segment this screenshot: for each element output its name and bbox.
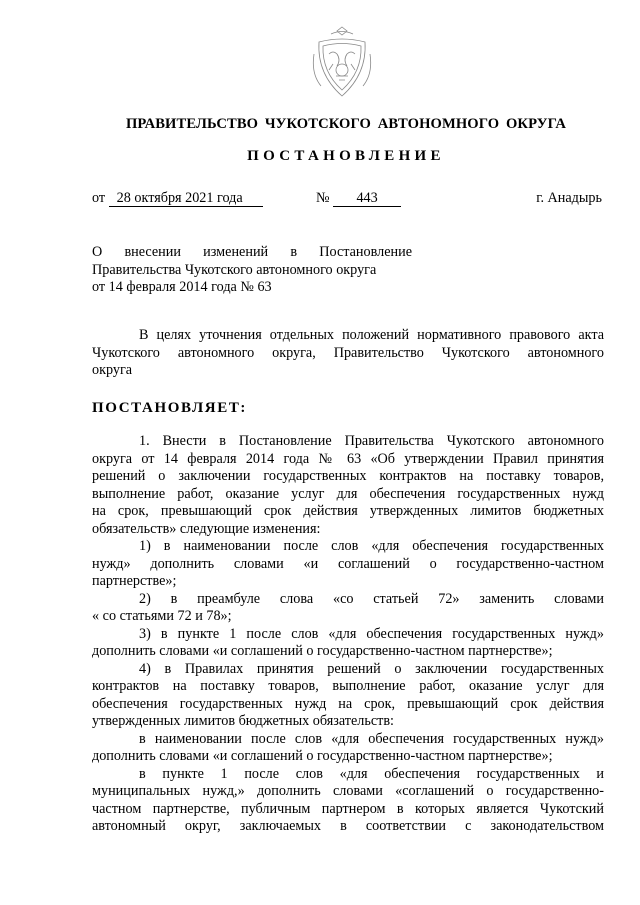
- text-line: 3) в пункте 1 после слов «для обеспечения государственных нужд»: [139, 625, 604, 642]
- preamble-paragraph: [92, 327, 604, 380]
- text-line: 2) в преамбуле слова «со статьей 72» заменить словами: [139, 590, 604, 607]
- text-line: дополнить словами «и соглашений о государственно-частном партнерстве»;: [92, 643, 553, 659]
- text-line: партнерстве»;: [92, 573, 177, 589]
- text-line: в наименовании после слов «для обеспечения государственных нужд»: [139, 730, 604, 747]
- text-line: Чукотского автономного округа, Правительство Чукотского автономного: [92, 344, 604, 361]
- text-line: частном партнерстве, публичным партнером в которых является Чукотский: [92, 800, 604, 817]
- text-line: округа: [92, 362, 133, 378]
- text-line: 4) в Правилах принятия решений о заключении государственных: [139, 660, 604, 677]
- decree-subject: [92, 244, 412, 297]
- text-line: контрактов на поставку товаров, выполнение работ, оказание услуг для: [92, 678, 604, 694]
- text-line: 1. Внести в Постановление Правительства Чукотского автономного: [139, 433, 604, 449]
- text-line: нужд» дополнить словами «и соглашений о государственно-частном: [92, 555, 604, 572]
- decree-number-line: [316, 190, 401, 207]
- decides-heading: ПОСТАНОВЛЯЕТ:: [92, 400, 248, 416]
- body-paragraph-1: [92, 433, 604, 836]
- text-line: обязательств» следующие изменения:: [92, 520, 321, 537]
- decree-title: ПОСТАНОВЛЕНИЕ: [247, 148, 445, 164]
- text-line: на срок, превышающий срок действия утвержденных лимитов бюджетных: [92, 503, 604, 519]
- text-line: решений о заключении государственных контрактов на поставку товаров,: [92, 468, 604, 484]
- subject-line: от 14 февраля 2014 года № 63: [92, 279, 272, 295]
- coat-of-arms-emblem: [311, 24, 373, 102]
- number-sign: №: [316, 190, 330, 206]
- decree-date: 28 октября 2021 года: [109, 191, 263, 207]
- decree-number: 443: [333, 191, 401, 207]
- government-title: ПРАВИТЕЛЬСТВО ЧУКОТСКОГО АВТОНОМНОГО ОКРУГА: [125, 116, 567, 132]
- text-line: округа от 14 февраля 2014 года № 63 «Об утверждении Правил принятия: [92, 450, 604, 467]
- text-line: выполнение работ, оказание услуг для обеспечения государственных нужд: [92, 485, 604, 502]
- text-line: дополнить словами «и соглашений о государственно-частном партнерстве»;: [92, 748, 553, 764]
- text-line: 1) в наименовании после слов «для обеспечения государственных: [139, 538, 604, 554]
- text-line: « со статьями 72 и 78»;: [92, 608, 232, 624]
- decree-date-line: [92, 190, 263, 207]
- text-line: муниципальных нужд,» дополнить словами «соглашений о государственно-: [92, 783, 604, 799]
- date-prefix: от: [92, 190, 106, 206]
- text-line: В целях уточнения отдельных положений нормативного правового акта: [139, 327, 604, 343]
- text-line: утвержденных лимитов бюджетных обязательств:: [92, 713, 394, 729]
- text-line: обеспечения государственных нужд на срок, превышающий срок действия: [92, 695, 604, 712]
- decree-city: г. Анадырь: [536, 190, 602, 206]
- subject-line: О внесении изменений в Постановление: [92, 244, 412, 260]
- text-line: автономный округ, заключаемых в соответствии с законодательством: [92, 818, 604, 834]
- text-line: в пункте 1 после слов «для обеспечения государственных и: [139, 765, 604, 782]
- subject-line: Правительства Чукотского автономного округа: [92, 261, 377, 278]
